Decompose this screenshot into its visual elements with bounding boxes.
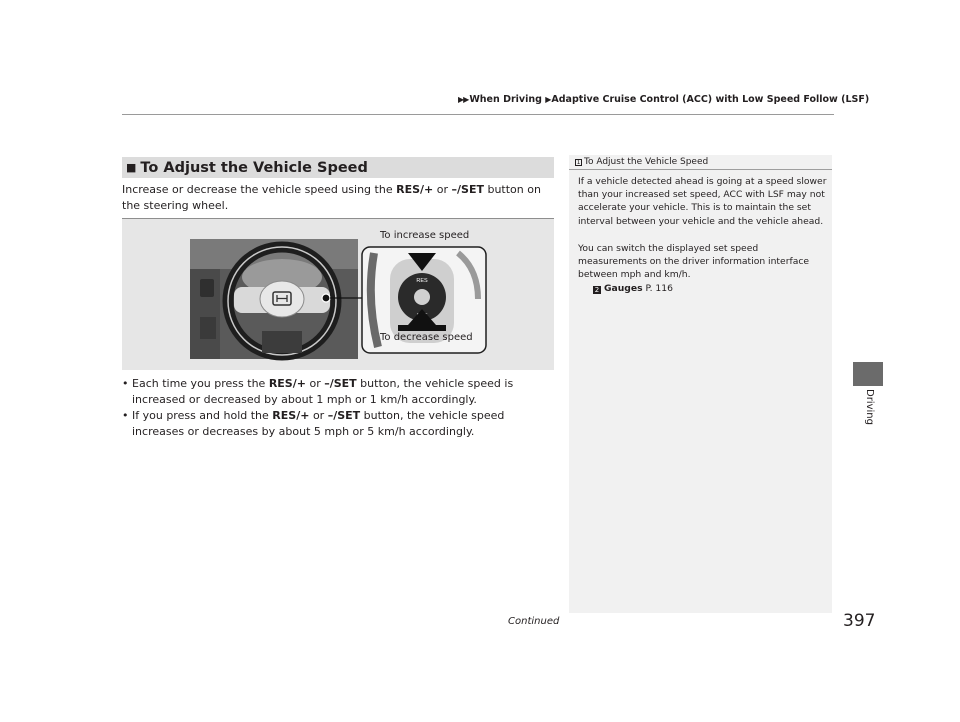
minus-set-label: –/SET <box>451 183 484 196</box>
breadcrumb-item: When Driving <box>469 94 542 105</box>
breadcrumb <box>458 94 869 105</box>
list-item: • Each time you press the RES/+ or –/SET button, the vehicle speed is increased or decreased by about 1 mph or 1 km/h accordingly. <box>122 377 514 406</box>
bullet-icon: • <box>122 409 129 422</box>
list-item: • If you press and hold the RES/+ or –/SET button, the vehicle speed increases or decreases by about 5 mph or 5 km/h accordingly. <box>122 409 505 438</box>
section-heading <box>122 157 554 178</box>
continued-label: Continued <box>508 616 560 627</box>
arrow-icon: ▶ <box>545 95 551 104</box>
decrease-speed-callout: To decrease speed <box>380 332 473 343</box>
note-marker-icon: 1 <box>576 158 581 166</box>
steering-wheel-illustration <box>122 219 554 371</box>
sidebar-note <box>569 155 832 613</box>
sidebar-paragraph: You can switch the displayed set speed measurements on the driver information interface between mph and km/h. <box>578 243 810 281</box>
double-arrow-icon: ▶▶ <box>458 95 469 104</box>
bullet-icon: • <box>122 377 129 390</box>
breadcrumb-item: Adaptive Cruise Control (ACC) with Low Speed Follow (LSF) <box>551 94 870 105</box>
res-plus-label: RES/+ <box>396 183 434 196</box>
chapter-tab-label: Driving <box>864 389 875 425</box>
chapter-tab-marker <box>853 362 883 386</box>
square-bullet-icon: ■ <box>126 161 137 174</box>
steering-wheel-figure <box>122 218 554 370</box>
page-number: 397 <box>843 611 876 631</box>
intro-paragraph: Increase or decrease the vehicle speed using the RES/+ or –/SET button on the steering wheel. <box>122 183 541 212</box>
sidebar-heading: 1 To Adjust the Vehicle Speed <box>569 155 832 170</box>
section-title: To Adjust the Vehicle Speed <box>140 159 368 176</box>
reference-arrow-icon: 2 <box>594 286 600 294</box>
increase-speed-callout: To increase speed <box>380 230 470 241</box>
button-location-dot <box>322 294 330 302</box>
gauges-reference-link[interactable]: 2 Gauges P. 116 <box>594 283 673 294</box>
sidebar-paragraph: If a vehicle detected ahead is going at a speed slower than your increased set speed, ACC with LSF may not accelerate your vehicle. This is to maintain the set interval between your vehicle and the vehicle ahead. <box>578 176 827 227</box>
bullet-list <box>122 376 554 440</box>
header-divider <box>122 114 834 115</box>
res-button-text: RES <box>416 278 428 284</box>
